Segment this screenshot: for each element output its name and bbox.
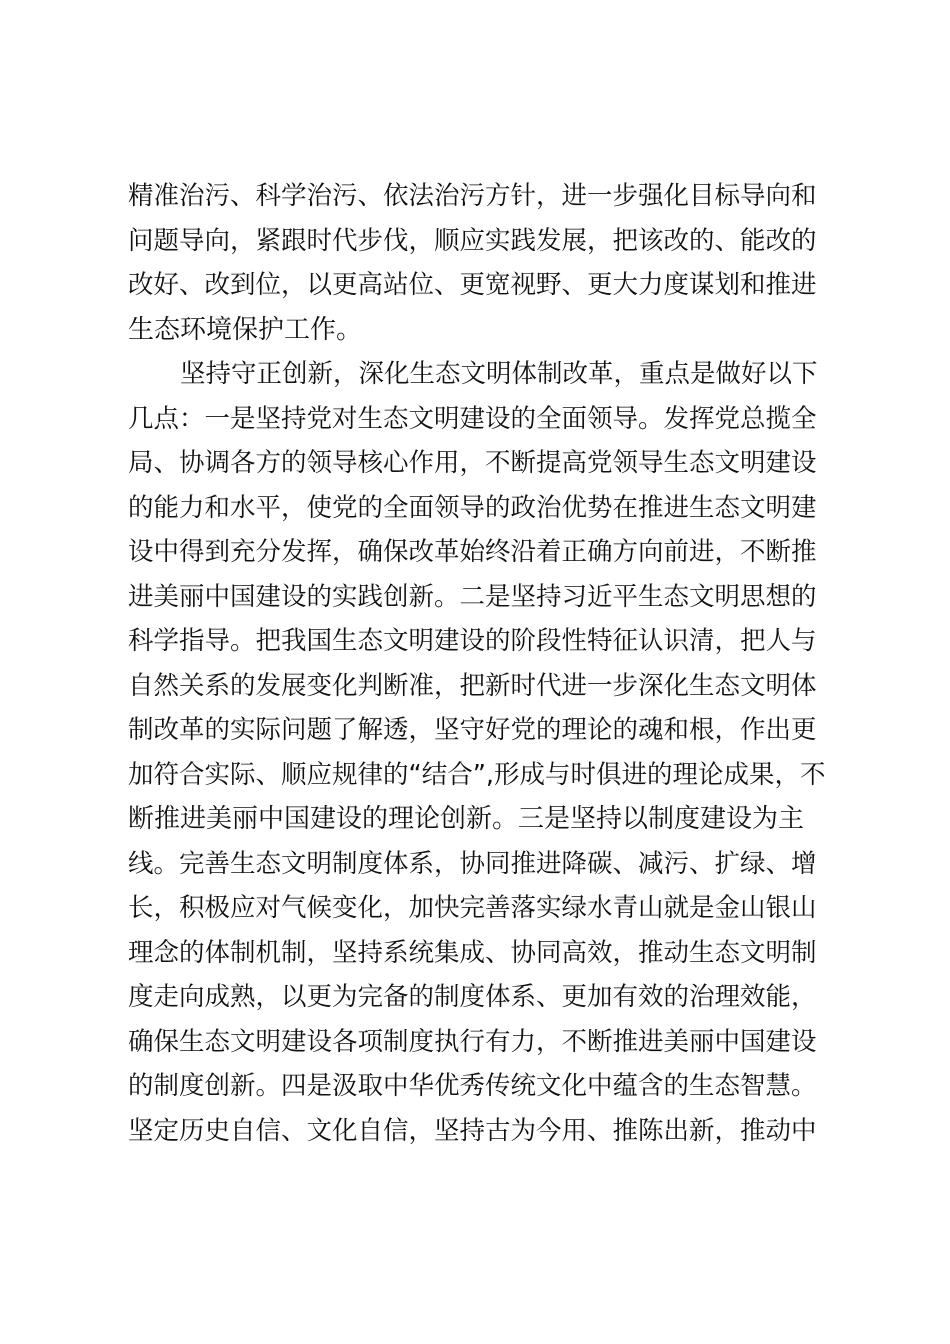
paragraph-1 [128, 174, 828, 352]
text-line: 理念的体制机制，坚持系统集成、协同高效，推动生态文明制 [128, 937, 817, 968]
text-line: 的能力和水平，使党的全面领导的政治优势在推进生态文明建 [128, 492, 817, 523]
text-line: 自然关系的发展变化判断准，把新时代进一步深化生态文明体 [128, 670, 817, 701]
text-line: 坚定历史自信、文化自信，坚持古为今用、推陈出新，推动中 [128, 1115, 817, 1146]
text-line: 度走向成熟，以更为完备的制度体系、更加有效的治理效能， [128, 982, 817, 1012]
text-line: 局、协调各方的领导核心作用，不断提高党领导生态文明建设 [128, 448, 817, 478]
text-line: 精准治污、科学治污、依法治污方针，进一步强化目标导向和 [128, 181, 817, 211]
paragraph-2 [128, 352, 828, 1153]
text-line: 几点：一是坚持党对生态文明建设的全面领导。发挥党总揽全 [128, 403, 817, 434]
text-line: 问题导向，紧跟时代步伐，顺应实践发展，把该改的、能改的 [128, 225, 817, 256]
text-line-indented: 坚持守正创新，深化生态文明体制改革，重点是做好以下 [180, 359, 818, 389]
text-line: 线。完善生态文明制度体系，协同推进降碳、减污、扩绿、增 [128, 848, 817, 879]
text-line: 科学指导。把我国生态文明建设的阶段性特征认识清，把人与 [128, 626, 817, 656]
text-line: 断推进美丽中国建设的理论创新。三是坚持以制度建设为主 [128, 804, 805, 834]
text-line: 确保生态文明建设各项制度执行有力，不断推进美丽中国建设 [128, 1026, 817, 1057]
text-line: 生态环境保护工作。 [128, 314, 363, 345]
text-line: 长，积极应对气候变化，加快完善落实绿水青山就是金山银山 [128, 893, 817, 923]
text-line: 进美丽中国建设的实践创新。二是坚持习近平生态文明思想的 [128, 581, 817, 612]
text-line: 制改革的实际问题了解透，坚守好党的理论的魂和根，作出更 [128, 715, 817, 745]
text-line: 加符合实际、顺应规律的“结合”,形成与时俱进的理论成果，不 [128, 759, 826, 790]
text-line: 的制度创新。四是汲取中华优秀传统文化中蕴含的生态智慧。 [128, 1071, 817, 1101]
text-line: 改好、改到位，以更高站位、更宽视野、更大力度谋划和推进 [128, 270, 817, 300]
text-line: 设中得到充分发挥，确保改革始终沿着正确方向前进，不断推 [128, 537, 817, 567]
